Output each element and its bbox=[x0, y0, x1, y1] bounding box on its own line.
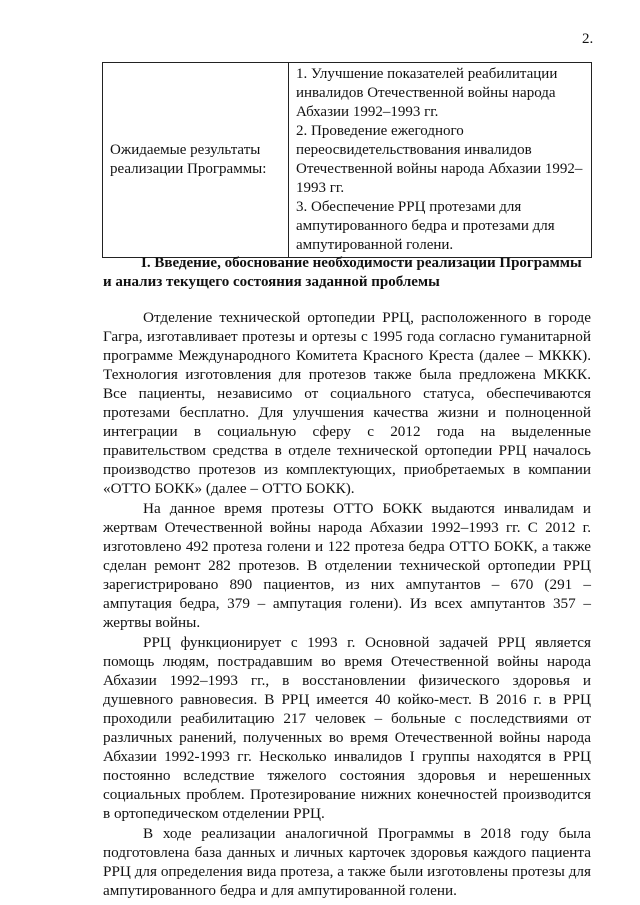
section-heading-line: и анализ текущего состояния заданной проблемы bbox=[103, 274, 440, 290]
paragraph: В ходе реализации аналогичной Программы в 2018 году была подготовлена база данных и личных карточек здоровья каждого пациента РРЦ для определения вида протеза, а также были изготовлены протезы для ампутированного бедра и для ампутированной голени. bbox=[103, 825, 591, 899]
section-heading-line: I. Введение, обоснование необходимости реализации Программы bbox=[141, 255, 582, 271]
table-label-cell: Ожидаемые результаты реализации Программы: bbox=[103, 63, 289, 258]
table-row bbox=[103, 63, 592, 258]
section-body bbox=[103, 308, 591, 901]
expected-results-table bbox=[102, 62, 592, 258]
paragraph: Отделение технической ортопедии РРЦ, расположенного в городе Гагра, изготавливает протезы и ортезы с 1995 года согласно гуманитарной программе Международного Комитета Красного Креста (далее – МККК). Технология изготовления для протезов также была предложена МККК. Все пациенты, независимо от социального статуса, обеспечиваются протезами бесплатно. Для улучшения качества жизни и полноценной интеграции в социальную сферу с 2012 года на выделенные правительством средства в отделе технической ортопедии РРЦ началось производство протезов из комплектующих, приобретаемых в компании «ОТТО БОКК» (далее – ОТТО БОКК). bbox=[103, 309, 591, 497]
table-content-cell bbox=[289, 63, 592, 258]
result-item: 1. Улучшение показателей реабилитации инвалидов Отечественной войны народа Абхазии 1992–1993 гг. bbox=[296, 66, 558, 120]
paragraph: На данное время протезы ОТТО БОКК выдаются инвалидам и жертвам Отечественной войны народа Абхазии 1992–1993 гг. С 2012 г. изготовлено 492 протеза голени и 122 протеза бедра ОТТО БОКК, а также сделан ремонт 282 протезов. В отделении технической ортопедии РРЦ зарегистрировано 890 пациентов, из них ампутантов – 670 (291 – ампутация бедра, 379 – ампутация голени). Из всех ампутантов 357 – жертвы войны. bbox=[103, 500, 591, 631]
result-item: 2. Проведение ежегодного переосвидетельствования инвалидов Отечественной войны народа Абхазии 1992–1993 гг. bbox=[296, 123, 583, 196]
section-heading bbox=[103, 254, 591, 292]
page-number: 2. bbox=[582, 31, 594, 47]
paragraph: РРЦ функционирует с 1993 г. Основной задачей РРЦ является помощь людям, пострадавшим во время Отечественной войны народа Абхазии 1992–1993 гг., в восстановлении физического здоровья и душевного равновесия. В РРЦ имеется 40 койко-мест. В 2016 г. в РРЦ проходили реабилитацию 217 человек – больные с последствиями от различных ранений, полученных во время Отечественной войны народа Абхазии 1992-1993 гг. Несколько инвалидов I группы находятся в РРЦ постоянно вследствие тяжелого состояния здоровья и нерешенных социальных проблем. Протезирование нижних конечностей производится в ортопедическом отделении РРЦ. bbox=[103, 634, 591, 822]
result-item: 3. Обеспечение РРЦ протезами для ампутированного бедра и протезами для ампутированной голени. bbox=[296, 199, 555, 253]
